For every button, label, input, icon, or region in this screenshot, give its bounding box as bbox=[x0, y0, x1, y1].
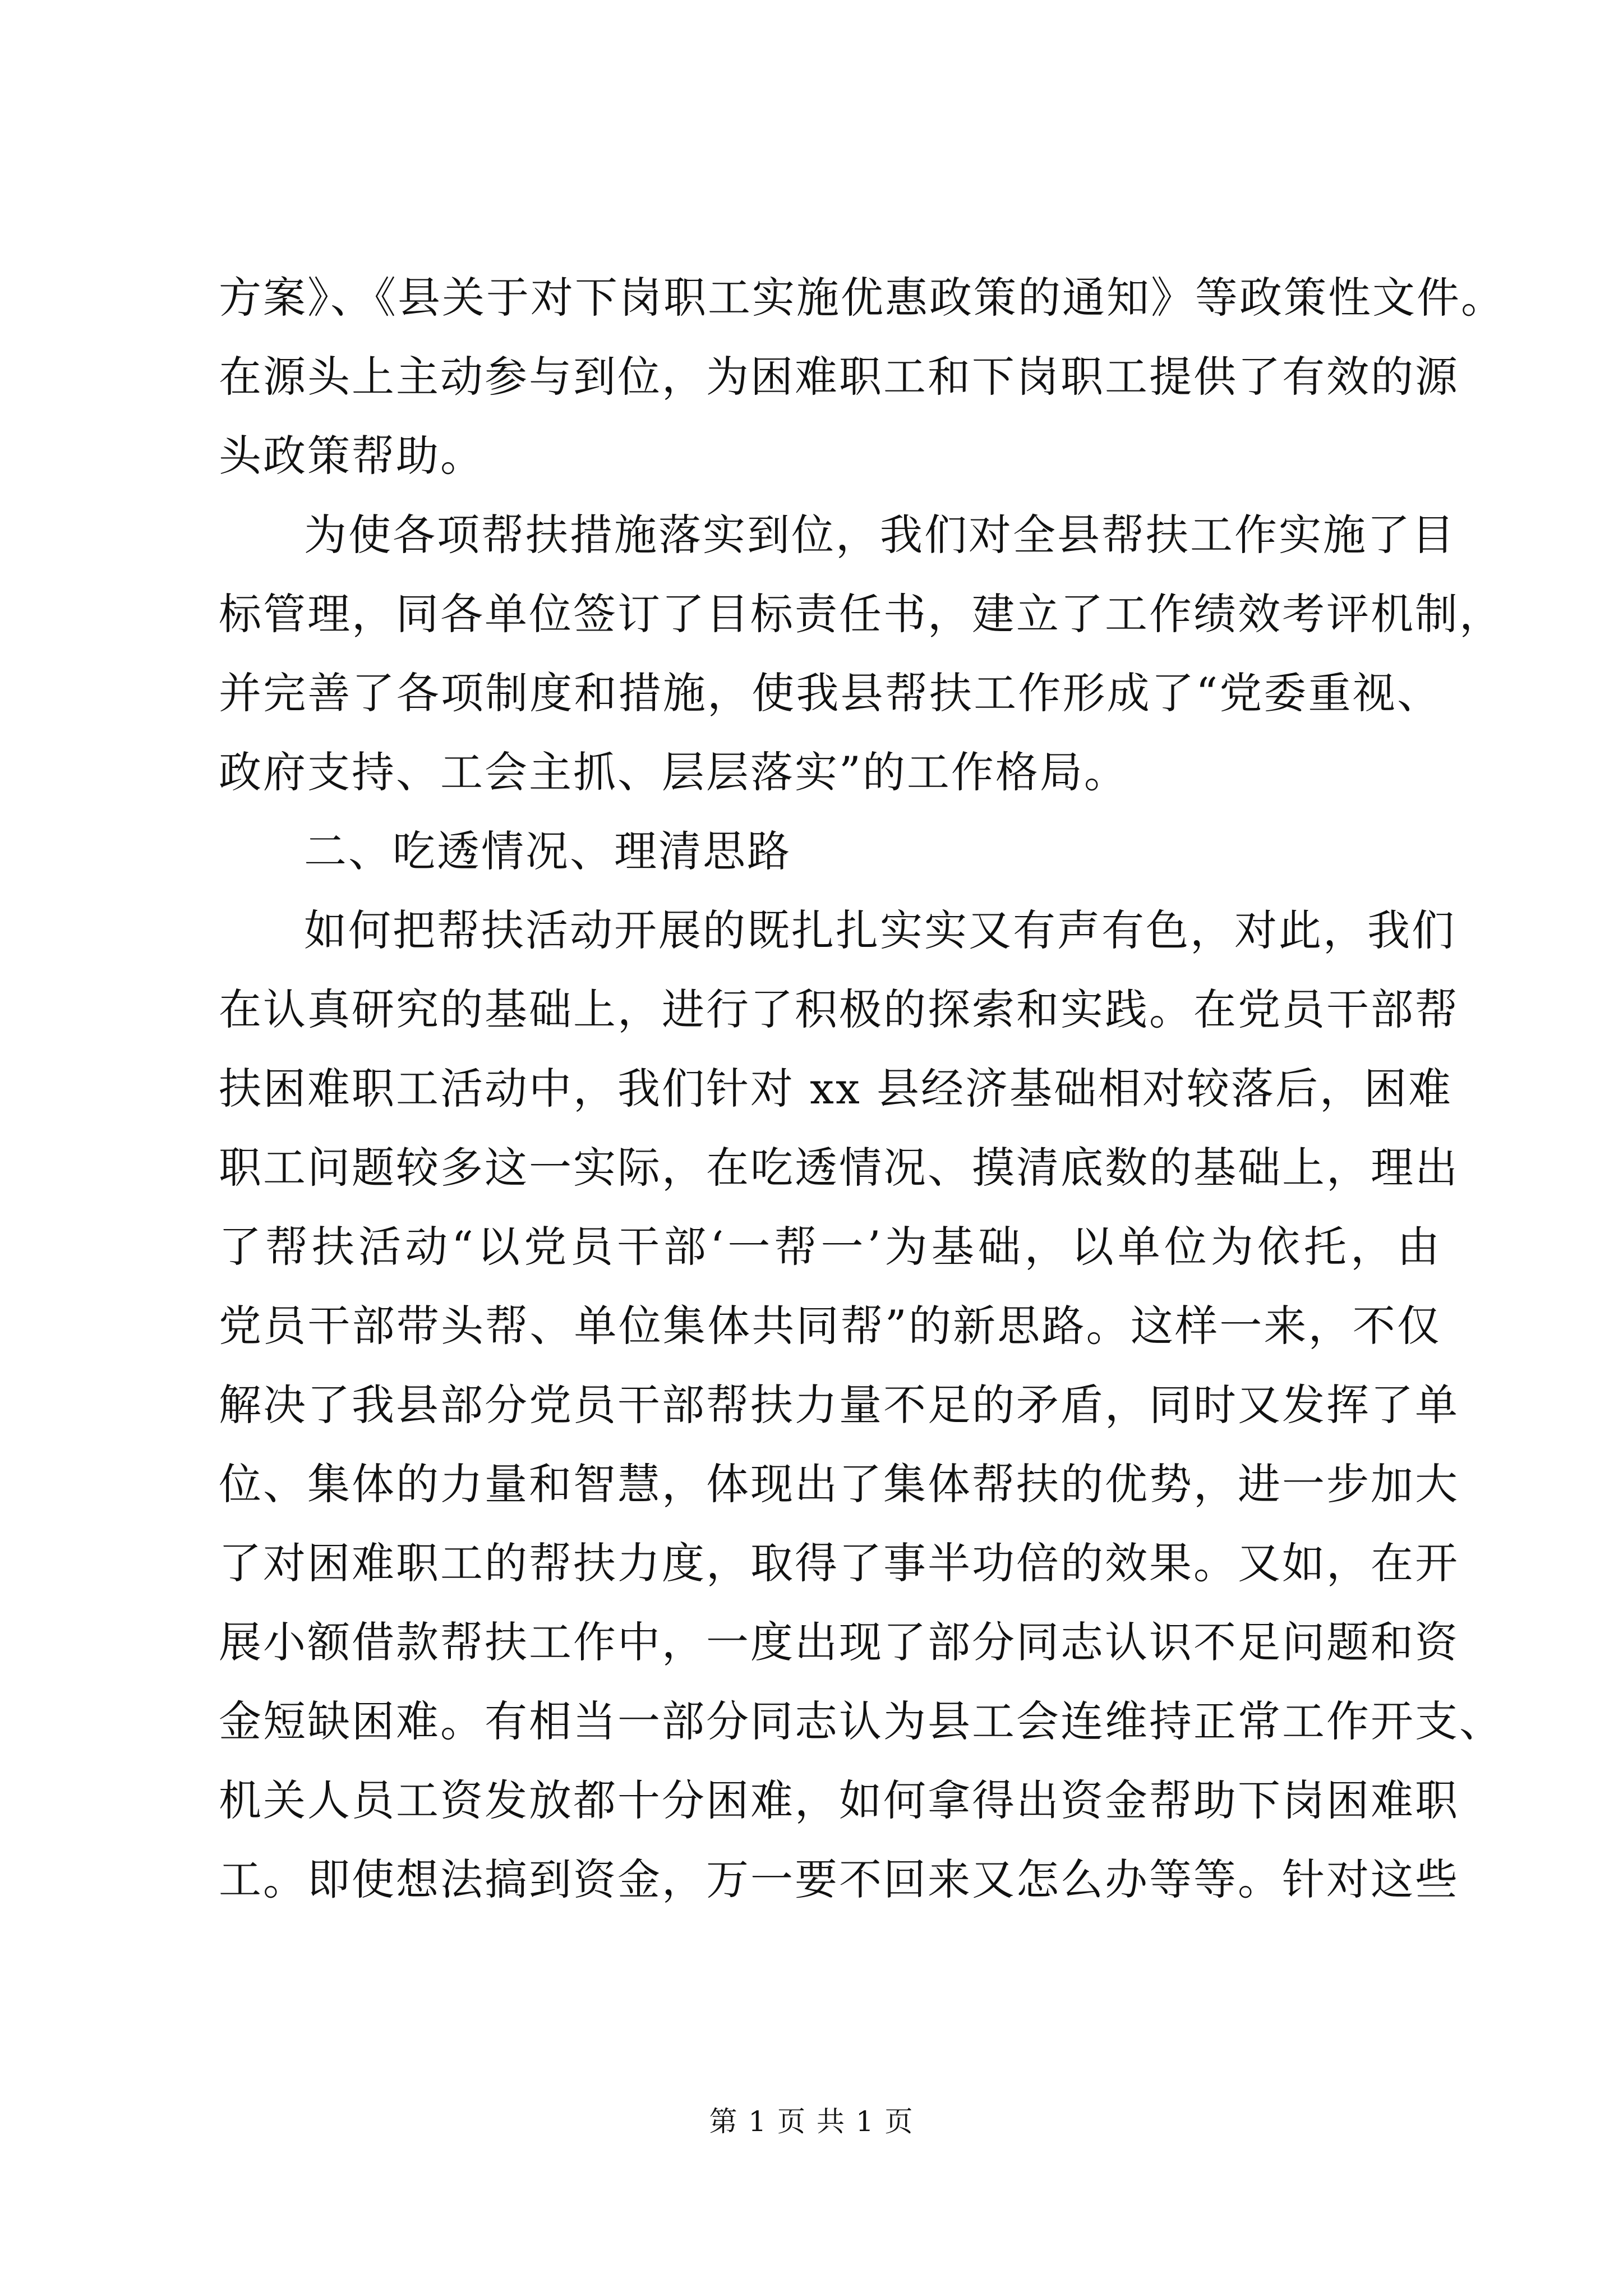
paragraph-first-line: 为使各项帮扶措施落实到位，我们对全县帮扶工作实施了目 bbox=[304, 510, 1456, 560]
text-line: 展小额借款帮扶工作中，一度出现了部分同志认识不足问题和资 bbox=[219, 1617, 1459, 1667]
page-number-label: 第 1 页 共 1 页 bbox=[709, 2105, 914, 2138]
text-line: 并完善了各项制度和措施，使我县帮扶工作形成了“党委重视、 bbox=[219, 668, 1441, 718]
page-footer bbox=[0, 2105, 1623, 2138]
text-line: 了帮扶活动“以党员干部‘一帮一’为基础，以单位为依托，由 bbox=[219, 1222, 1441, 1272]
text-line: 扶困难职工活动中，我们针对 xx 县经济基础相对较落后，困难 bbox=[219, 1064, 1453, 1114]
text-line: 在源头上主动参与到位，为困难职工和下岗职工提供了有效的源 bbox=[219, 352, 1459, 402]
paragraph-first-line: 如何把帮扶活动开展的既扎扎实实又有声有色，对此，我们 bbox=[304, 905, 1456, 955]
text-line: 在认真研究的基础上，进行了积极的探索和实践。在党员干部帮 bbox=[219, 984, 1459, 1034]
text-line: 位、集体的力量和智慧，体现出了集体帮扶的优势，进一步加大 bbox=[219, 1459, 1459, 1509]
text-line: 党员干部带头帮、单位集体共同帮”的新思路。这样一来，不仅 bbox=[219, 1301, 1441, 1351]
text-line: 机关人员工资发放都十分困难，如何拿得出资金帮助下岗困难职 bbox=[219, 1775, 1459, 1825]
text-line: 标管理，同各单位签订了目标责任书，建立了工作绩效考评机制， bbox=[219, 589, 1504, 639]
text-line: 方案》、《县关于对下岗职工实施优惠政策的通知》等政策性文件。 bbox=[219, 273, 1505, 323]
text-line: 解决了我县部分党员干部帮扶力量不足的矛盾，同时又发挥了单 bbox=[219, 1380, 1459, 1430]
text-line: 工。即使想法搞到资金，万一要不回来又怎么办等等。针对这些 bbox=[219, 1855, 1459, 1904]
text-line: 头政策帮助。 bbox=[219, 431, 485, 481]
text-line: 职工问题较多这一实际，在吃透情况、摸清底数的基础上，理出 bbox=[219, 1143, 1459, 1193]
text-line: 政府支持、工会主抓、层层落实”的工作格局。 bbox=[219, 747, 1128, 797]
document-body bbox=[219, 258, 1505, 1919]
section-heading: 二、吃透情况、理清思路 bbox=[304, 826, 791, 876]
text-line: 金短缺困难。有相当一部分同志认为县工会连维持正常工作开支、 bbox=[219, 1696, 1504, 1746]
text-line: 了对困难职工的帮扶力度，取得了事半功倍的效果。又如，在开 bbox=[219, 1538, 1459, 1588]
